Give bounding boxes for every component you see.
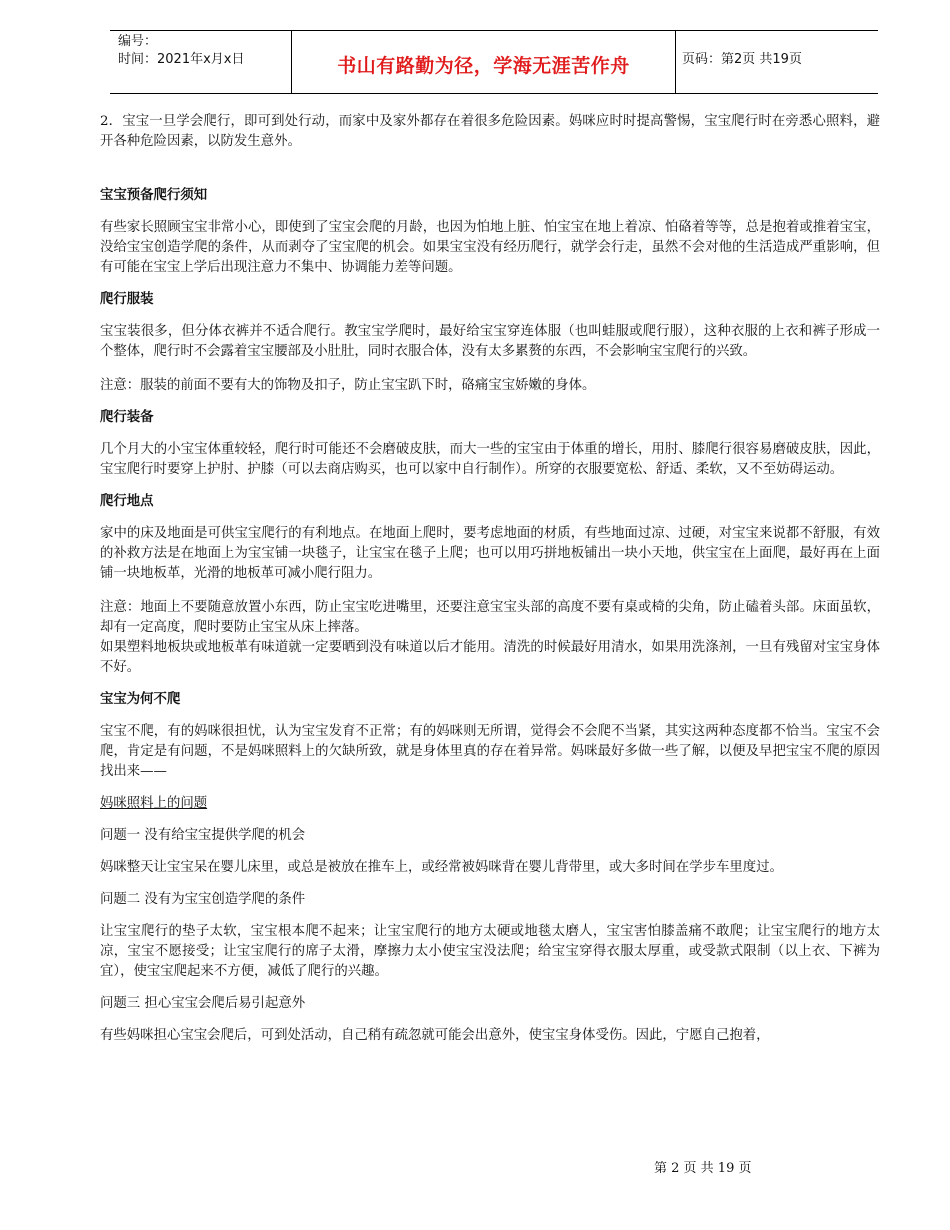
page-footer: 第 2 页 共 19 页 [654,1161,752,1176]
section-heading-gear: 爬行装备 [100,410,154,425]
section-heading-why: 宝宝为何不爬 [100,692,181,707]
section-heading-clothes: 爬行服装 [100,292,154,307]
problem-3-title: 问题三 担心宝宝会爬后易引起意外 [100,996,306,1011]
problem-3-text: 有些妈咪担心宝宝会爬后，可到处活动，自己稍有疏忽就可能会出意外，使宝宝身体受伤。因此，宁愿自己抱着， [100,1028,770,1043]
paragraph-why: 宝宝不爬，有的妈咪很担忧，认为宝宝发育不正常；有的妈咪则无所谓，觉得会不会爬不当紧，其实这两种态度都不恰当。宝宝不会爬，肯定是有问题，不是妈咪照料上的欠缺所致，就是身体里真的存在着异常。妈咪最好多做一些了解，以便及早把宝宝不爬的原因找出来—— [100,724,880,779]
document-header [110,30,878,94]
problem-1-title: 问题一 没有给宝宝提供学爬的机会 [100,828,306,843]
paragraph-place-note: 注意：地面上不要随意放置小东西，防止宝宝吃进嘴里，还要注意宝宝头部的高度不要有桌或椅的尖角，防止磕着头部。床面虽软，却有一定高度，爬时要防止宝宝从床上摔落。 [100,600,880,635]
document-body [100,112,880,1046]
document-number-label: 编号： [118,34,158,49]
section-heading-prepare: 宝宝预备爬行须知 [100,188,208,203]
header-motto-cell [292,31,676,93]
paragraph-gear: 几个月大的小宝宝体重较轻，爬行时可能还不会磨破皮肤，而大一些的宝宝由于体重的增长，用肘、膝爬行很容易磨破皮肤，因此，宝宝爬行时要穿上护肘、护膝（可以去商店购买，也可以家中自行制作）。所穿的衣服要宽松、舒适、柔软，又不至妨碍运动。 [100,442,880,477]
document-time-label: 时间：2021年x月x日 [118,52,245,67]
subheading-care-problems: 妈咪照料上的问题 [100,796,208,811]
intro-paragraph: 2．宝宝一旦学会爬行，即可到处行动，而家中及家外都存在着很多危险因素。妈咪应时时提高警惕，宝宝爬行时在旁悉心照料，避开各种危险因素，以防发生意外。 [100,114,880,149]
problem-1-text: 妈咪整天让宝宝呆在婴儿床里，或总是被放在推车上，或经常被妈咪背在婴儿背带里，或大多时间在学步车里度过。 [100,860,783,875]
problem-2-title: 问题二 没有为宝宝创造学爬的条件 [100,892,306,907]
paragraph-prepare: 有些家长照顾宝宝非常小心，即使到了宝宝会爬的月龄，也因为怕地上脏、怕宝宝在地上着凉、怕硌着等等，总是抱着或推着宝宝，没给宝宝创造学爬的条件，从而剥夺了宝宝爬的机会。如果宝宝没有经历爬行，就学会行走，虽然不会对他的生活造成严重影响，但有可能在宝宝上学后出现注意力不集中、协调能力差等问题。 [100,220,880,275]
header-motto: 书山有路勤为径，学海无涯苦作舟 [337,55,630,77]
header-page-number: 页码：第2页 共19页 [682,52,802,67]
header-page-cell [676,31,878,93]
paragraph-clothes: 宝宝装很多，但分体衣裤并不适合爬行。教宝宝学爬时，最好给宝宝穿连体服（也叫蛙服或爬行服），这种衣服的上衣和裤子形成一个整体，爬行时不会露着宝宝腰部及小肚肚，同时衣服合体，没有太多累赘的东西，不会影响宝宝爬行的兴致。 [100,324,880,359]
problem-2-text: 让宝宝爬行的垫子太软，宝宝根本爬不起来；让宝宝爬行的地方太硬或地毯太磨人，宝宝害怕膝盖痛不敢爬；让宝宝爬行的地方太凉，宝宝不愿接受；让宝宝爬行的席子太滑，摩擦力太小使宝宝没法爬；给宝宝穿得衣服太厚重，或受款式限制（以上衣、下裤为宜），使宝宝爬起来不方便，减低了爬行的兴趣。 [100,924,880,979]
section-heading-place: 爬行地点 [100,494,154,509]
paragraph-place: 家中的床及地面是可供宝宝爬行的有利地点。在地面上爬时，要考虑地面的材质，有些地面过凉、过硬，对宝宝来说都不舒服，有效的补救方法是在地面上为宝宝铺一块毯子，让宝宝在毯子上爬；也可以用巧拼地板铺出一块小天地，供宝宝在上面爬，最好再在上面铺一块地板革，光滑的地板革可减小爬行阻力。 [100,526,880,581]
paragraph-place-note-2: 如果塑料地板块或地板革有味道就一定要晒到没有味道以后才能用。清洗的时候最好用清水，如果用洗涤剂，一旦有残留对宝宝身体不好。 [100,640,880,675]
paragraph-clothes-note: 注意：服装的前面不要有大的饰物及扣子，防止宝宝趴下时，硌痛宝宝娇嫩的身体。 [100,378,596,393]
header-meta-cell [110,31,292,93]
